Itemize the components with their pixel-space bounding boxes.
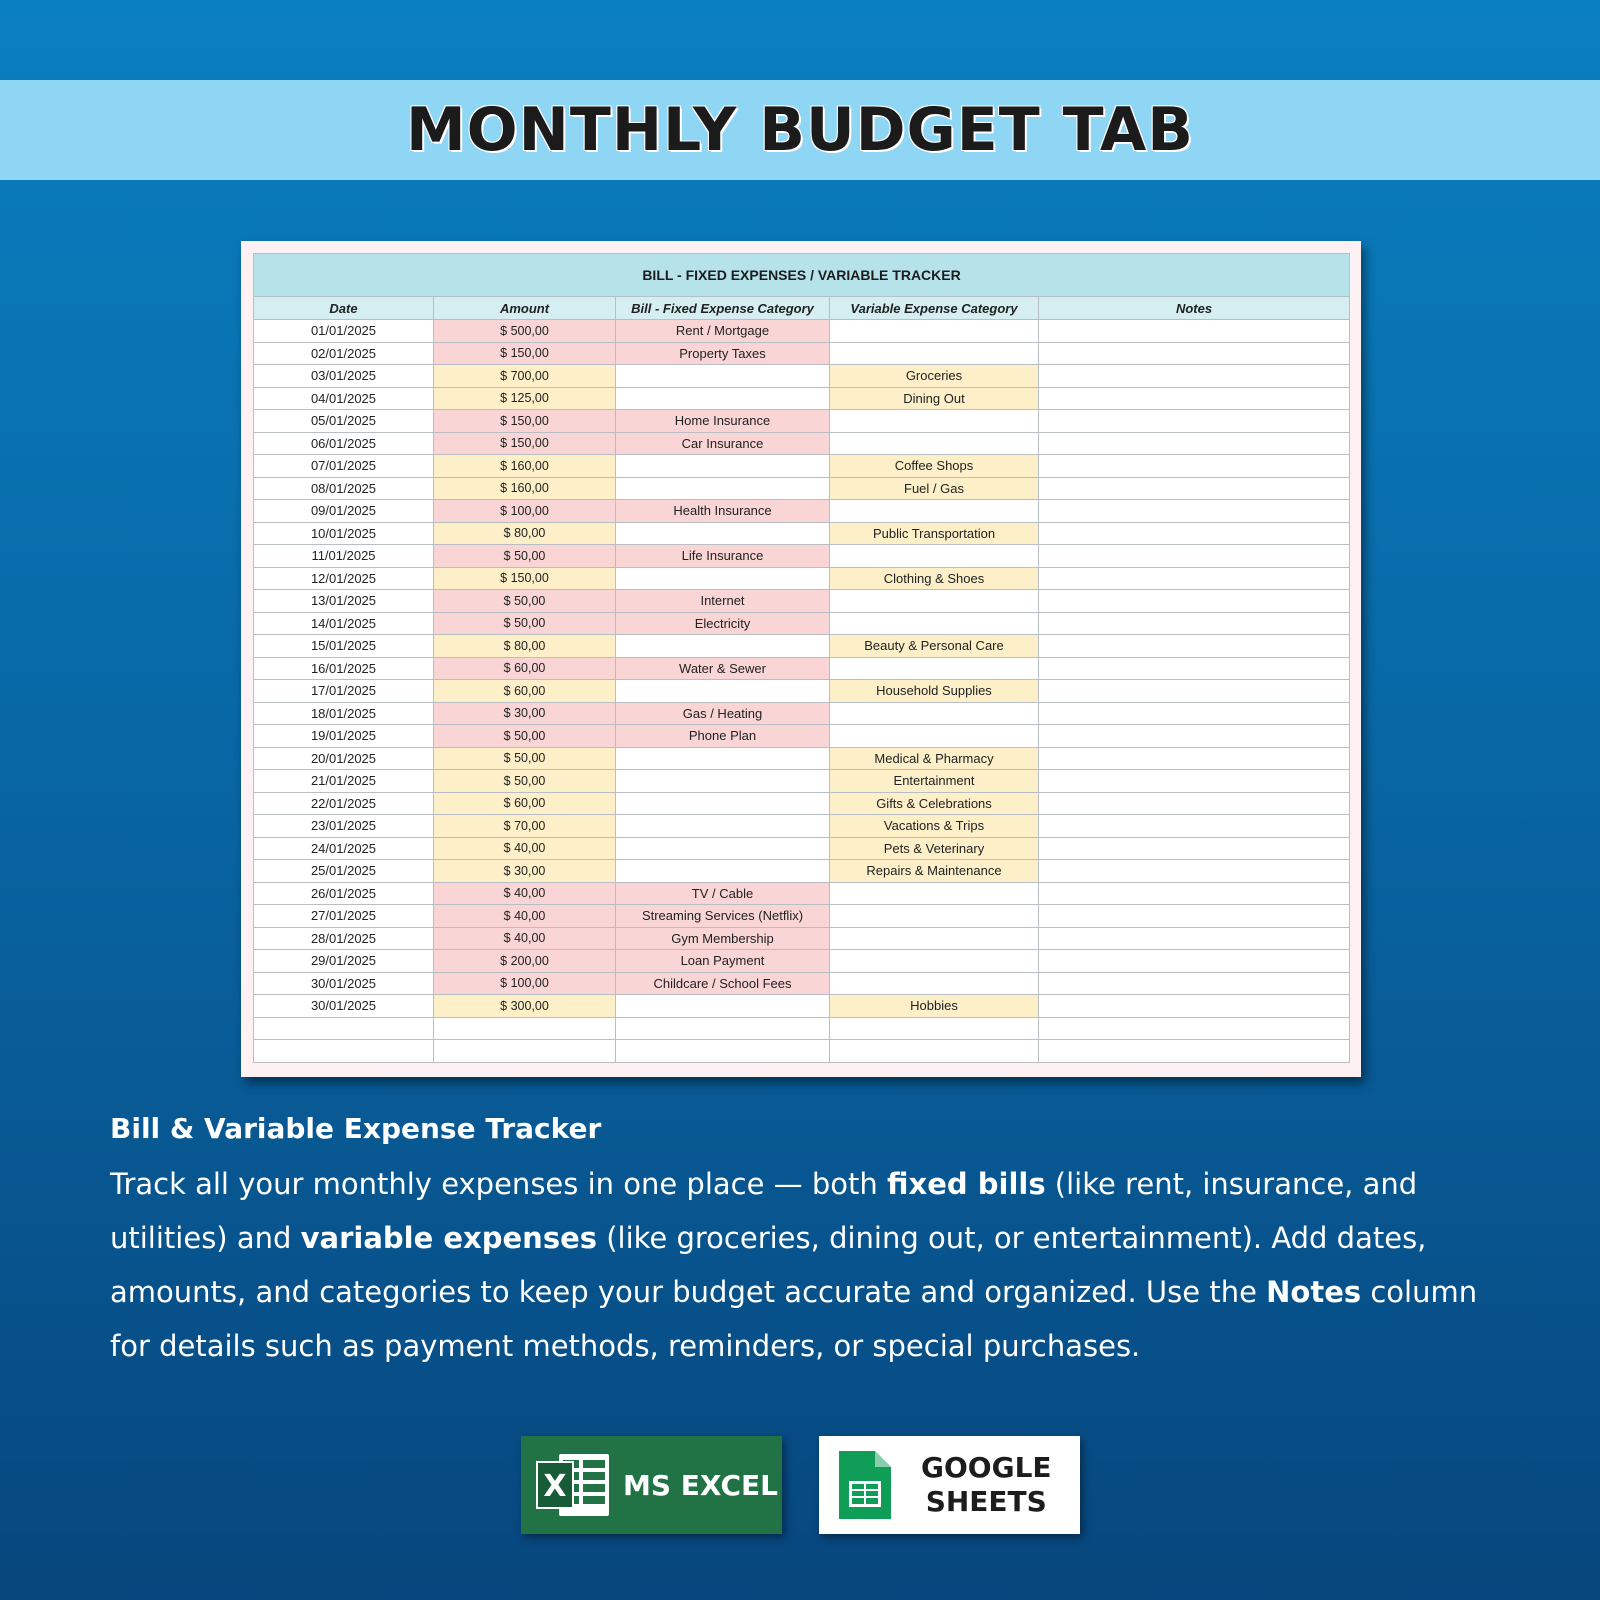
fixed-category-cell[interactable] [616, 1017, 830, 1040]
table-row [254, 342, 1350, 365]
table-row [254, 927, 1350, 950]
fixed-category-cell[interactable]: Gas / Heating [616, 702, 830, 725]
table-row [254, 815, 1350, 838]
fixed-category-cell[interactable]: Streaming Services (Netflix) [616, 905, 830, 928]
notes-cell[interactable] [1039, 522, 1350, 545]
amount-cell[interactable]: $ 60,00 [434, 792, 616, 815]
amount-cell[interactable]: $ 50,00 [434, 612, 616, 635]
table-row [254, 320, 1350, 343]
fixed-category-cell[interactable] [616, 860, 830, 883]
description-bold: Notes [1266, 1275, 1362, 1309]
date-cell[interactable]: 27/01/2025 [254, 905, 434, 928]
date-cell[interactable]: 08/01/2025 [254, 477, 434, 500]
date-cell[interactable]: 28/01/2025 [254, 927, 434, 950]
date-cell[interactable]: 06/01/2025 [254, 432, 434, 455]
expense-tracker-table [253, 253, 1350, 1063]
amount-cell[interactable]: $ 40,00 [434, 905, 616, 928]
variable-category-cell[interactable]: Fuel / Gas [830, 477, 1039, 500]
table-row [254, 747, 1350, 770]
date-cell[interactable]: 19/01/2025 [254, 725, 434, 748]
variable-category-cell[interactable] [830, 500, 1039, 523]
amount-cell[interactable]: $ 150,00 [434, 342, 616, 365]
date-cell[interactable]: 05/01/2025 [254, 410, 434, 433]
table-row [254, 477, 1350, 500]
column-header-amount: Amount [434, 297, 616, 320]
date-cell[interactable]: 09/01/2025 [254, 500, 434, 523]
date-cell[interactable]: 25/01/2025 [254, 860, 434, 883]
table-row [254, 950, 1350, 973]
variable-category-cell[interactable] [830, 882, 1039, 905]
date-cell[interactable]: 30/01/2025 [254, 972, 434, 995]
fixed-category-cell[interactable] [616, 522, 830, 545]
notes-cell[interactable] [1039, 342, 1350, 365]
amount-cell[interactable]: $ 100,00 [434, 500, 616, 523]
notes-cell[interactable] [1039, 320, 1350, 343]
column-header-variable-category: Variable Expense Category [830, 297, 1039, 320]
date-cell[interactable]: 20/01/2025 [254, 747, 434, 770]
notes-cell[interactable] [1039, 612, 1350, 635]
date-cell[interactable]: 17/01/2025 [254, 680, 434, 703]
date-cell[interactable]: 16/01/2025 [254, 657, 434, 680]
notes-cell[interactable] [1039, 972, 1350, 995]
table-row [254, 770, 1350, 793]
fixed-category-cell[interactable]: Childcare / School Fees [616, 972, 830, 995]
variable-category-cell[interactable]: Coffee Shops [830, 455, 1039, 478]
fixed-category-cell[interactable]: Life Insurance [616, 545, 830, 568]
notes-cell[interactable] [1039, 725, 1350, 748]
variable-category-cell[interactable]: Medical & Pharmacy [830, 747, 1039, 770]
table-row [254, 1017, 1350, 1040]
amount-cell[interactable]: $ 50,00 [434, 725, 616, 748]
variable-category-cell[interactable] [830, 590, 1039, 613]
description-heading: Bill & Variable Expense Tracker [110, 1112, 602, 1145]
notes-cell[interactable] [1039, 995, 1350, 1018]
page-title: MONTHLY BUDGET TAB [405, 95, 1195, 165]
fixed-category-cell[interactable] [616, 1040, 830, 1063]
variable-category-cell[interactable]: Pets & Veterinary [830, 837, 1039, 860]
amount-cell[interactable]: $ 200,00 [434, 950, 616, 973]
amount-cell[interactable]: $ 300,00 [434, 995, 616, 1018]
variable-category-cell[interactable] [830, 545, 1039, 568]
title-banner [0, 80, 1600, 180]
description-part: (like rent, insurance, and utilities) and [110, 1167, 1418, 1255]
amount-cell[interactable]: $ 150,00 [434, 410, 616, 433]
notes-cell[interactable] [1039, 770, 1350, 793]
fixed-category-cell[interactable] [616, 747, 830, 770]
notes-cell[interactable] [1039, 815, 1350, 838]
column-header-notes: Notes [1039, 297, 1350, 320]
table-row [254, 995, 1350, 1018]
fixed-category-cell[interactable] [616, 680, 830, 703]
amount-cell[interactable]: $ 50,00 [434, 590, 616, 613]
variable-category-cell[interactable] [830, 725, 1039, 748]
amount-cell[interactable]: $ 30,00 [434, 702, 616, 725]
fixed-category-cell[interactable] [616, 567, 830, 590]
amount-cell[interactable]: $ 700,00 [434, 365, 616, 388]
fixed-category-cell[interactable] [616, 365, 830, 388]
variable-category-cell[interactable] [830, 1017, 1039, 1040]
variable-category-cell[interactable] [830, 320, 1039, 343]
amount-cell[interactable]: $ 50,00 [434, 545, 616, 568]
variable-category-cell[interactable] [830, 1040, 1039, 1063]
date-cell[interactable]: 02/01/2025 [254, 342, 434, 365]
fixed-category-cell[interactable] [616, 792, 830, 815]
description-bold: variable expenses [300, 1221, 598, 1255]
table-row [254, 657, 1350, 680]
variable-category-cell[interactable] [830, 702, 1039, 725]
date-cell[interactable]: 24/01/2025 [254, 837, 434, 860]
notes-cell[interactable] [1039, 590, 1350, 613]
notes-cell[interactable] [1039, 792, 1350, 815]
variable-category-cell[interactable]: Household Supplies [830, 680, 1039, 703]
amount-cell[interactable]: $ 70,00 [434, 815, 616, 838]
fixed-category-cell[interactable]: TV / Cable [616, 882, 830, 905]
date-cell[interactable]: 11/01/2025 [254, 545, 434, 568]
fixed-category-cell[interactable]: Health Insurance [616, 500, 830, 523]
table-row [254, 792, 1350, 815]
variable-category-cell[interactable]: Groceries [830, 365, 1039, 388]
fixed-category-cell[interactable]: Rent / Mortgage [616, 320, 830, 343]
fixed-category-cell[interactable] [616, 635, 830, 658]
google-sheets-label-line2: SHEETS [925, 1485, 1047, 1518]
notes-cell[interactable] [1039, 702, 1350, 725]
spreadsheet-preview [241, 241, 1361, 1077]
description-part: column for details such as payment methods, reminders, or special purchases. [110, 1275, 1478, 1363]
variable-category-cell[interactable]: Vacations & Trips [830, 815, 1039, 838]
notes-cell[interactable] [1039, 927, 1350, 950]
amount-cell[interactable] [434, 1040, 616, 1063]
fixed-category-cell[interactable]: Property Taxes [616, 342, 830, 365]
notes-cell[interactable] [1039, 500, 1350, 523]
fixed-category-cell[interactable] [616, 387, 830, 410]
table-body [254, 320, 1350, 1063]
amount-cell[interactable]: $ 40,00 [434, 882, 616, 905]
amount-cell[interactable]: $ 60,00 [434, 657, 616, 680]
table-row [254, 680, 1350, 703]
google-sheets-label-line1: GOOGLE [921, 1451, 1052, 1484]
amount-cell[interactable]: $ 125,00 [434, 387, 616, 410]
date-cell[interactable]: 18/01/2025 [254, 702, 434, 725]
table-row [254, 432, 1350, 455]
notes-cell[interactable] [1039, 905, 1350, 928]
notes-cell[interactable] [1039, 410, 1350, 433]
date-cell[interactable]: 21/01/2025 [254, 770, 434, 793]
date-cell[interactable]: 07/01/2025 [254, 455, 434, 478]
table-row [254, 702, 1350, 725]
variable-category-cell[interactable]: Dining Out [830, 387, 1039, 410]
amount-cell[interactable]: $ 150,00 [434, 432, 616, 455]
table-row [254, 725, 1350, 748]
excel-icon [535, 1450, 615, 1520]
amount-cell[interactable]: $ 50,00 [434, 747, 616, 770]
table-row [254, 635, 1350, 658]
variable-category-cell[interactable] [830, 612, 1039, 635]
notes-cell[interactable] [1039, 1040, 1350, 1063]
table-row [254, 905, 1350, 928]
date-cell[interactable] [254, 1040, 434, 1063]
variable-category-cell[interactable] [830, 905, 1039, 928]
table-row [254, 590, 1350, 613]
amount-cell[interactable]: $ 80,00 [434, 635, 616, 658]
table-row [254, 860, 1350, 883]
variable-category-cell[interactable] [830, 927, 1039, 950]
notes-cell[interactable] [1039, 680, 1350, 703]
variable-category-cell[interactable] [830, 342, 1039, 365]
amount-cell[interactable]: $ 100,00 [434, 972, 616, 995]
notes-cell[interactable] [1039, 1017, 1350, 1040]
fixed-category-cell[interactable]: Gym Membership [616, 927, 830, 950]
date-cell[interactable] [254, 1017, 434, 1040]
date-cell[interactable]: 22/01/2025 [254, 792, 434, 815]
variable-category-cell[interactable] [830, 410, 1039, 433]
google-sheets-badge [819, 1436, 1080, 1534]
notes-cell[interactable] [1039, 387, 1350, 410]
google-sheets-label [921, 1451, 1052, 1519]
date-cell[interactable]: 01/01/2025 [254, 320, 434, 343]
table-row [254, 612, 1350, 635]
table-row [254, 545, 1350, 568]
date-cell[interactable]: 30/01/2025 [254, 995, 434, 1018]
notes-cell[interactable] [1039, 860, 1350, 883]
table-row [254, 837, 1350, 860]
fixed-category-cell[interactable] [616, 837, 830, 860]
fixed-category-cell[interactable]: Water & Sewer [616, 657, 830, 680]
column-header-row [254, 297, 1350, 320]
notes-cell[interactable] [1039, 432, 1350, 455]
fixed-category-cell[interactable]: Car Insurance [616, 432, 830, 455]
table-row [254, 522, 1350, 545]
amount-cell[interactable]: $ 150,00 [434, 567, 616, 590]
fixed-category-cell[interactable]: Home Insurance [616, 410, 830, 433]
notes-cell[interactable] [1039, 837, 1350, 860]
amount-cell[interactable]: $ 30,00 [434, 860, 616, 883]
column-header-fixed-category: Bill - Fixed Expense Category [616, 297, 830, 320]
table-title: BILL - FIXED EXPENSES / VARIABLE TRACKER [254, 254, 1350, 297]
date-cell[interactable]: 14/01/2025 [254, 612, 434, 635]
fixed-category-cell[interactable] [616, 455, 830, 478]
notes-cell[interactable] [1039, 455, 1350, 478]
date-cell[interactable]: 13/01/2025 [254, 590, 434, 613]
amount-cell[interactable]: $ 50,00 [434, 770, 616, 793]
table-row [254, 387, 1350, 410]
description-section [110, 1112, 1500, 1373]
svg-text:X: X [543, 1469, 567, 1504]
description-text [110, 1157, 1500, 1373]
notes-cell[interactable] [1039, 747, 1350, 770]
variable-category-cell[interactable]: Public Transportation [830, 522, 1039, 545]
fixed-category-cell[interactable]: Loan Payment [616, 950, 830, 973]
table-row [254, 567, 1350, 590]
amount-cell[interactable]: $ 500,00 [434, 320, 616, 343]
table-row [254, 972, 1350, 995]
date-cell[interactable]: 26/01/2025 [254, 882, 434, 905]
fixed-category-cell[interactable] [616, 477, 830, 500]
amount-cell[interactable]: $ 40,00 [434, 927, 616, 950]
amount-cell[interactable]: $ 160,00 [434, 477, 616, 500]
notes-cell[interactable] [1039, 635, 1350, 658]
variable-category-cell[interactable] [830, 657, 1039, 680]
description-part: Track all your monthly expenses in one place — both [110, 1167, 888, 1201]
variable-category-cell[interactable]: Entertainment [830, 770, 1039, 793]
fixed-category-cell[interactable]: Electricity [616, 612, 830, 635]
amount-cell[interactable]: $ 160,00 [434, 455, 616, 478]
notes-cell[interactable] [1039, 477, 1350, 500]
variable-category-cell[interactable]: Beauty & Personal Care [830, 635, 1039, 658]
date-cell[interactable]: 10/01/2025 [254, 522, 434, 545]
fixed-category-cell[interactable] [616, 995, 830, 1018]
fixed-category-cell[interactable]: Phone Plan [616, 725, 830, 748]
ms-excel-label: MS EXCEL [623, 1468, 779, 1502]
description-part: (like groceries, dining out, or entertainment). Add dates, amounts, and categories to keep your budget accurate and organized. Use the [110, 1221, 1427, 1309]
fixed-category-cell[interactable]: Internet [616, 590, 830, 613]
fixed-category-cell[interactable] [616, 770, 830, 793]
amount-cell[interactable]: $ 80,00 [434, 522, 616, 545]
table-row [254, 455, 1350, 478]
table-row [254, 365, 1350, 388]
amount-cell[interactable]: $ 60,00 [434, 680, 616, 703]
notes-cell[interactable] [1039, 950, 1350, 973]
notes-cell[interactable] [1039, 365, 1350, 388]
notes-cell[interactable] [1039, 882, 1350, 905]
fixed-category-cell[interactable] [616, 815, 830, 838]
notes-cell[interactable] [1039, 545, 1350, 568]
amount-cell[interactable] [434, 1017, 616, 1040]
table-row [254, 882, 1350, 905]
variable-category-cell[interactable] [830, 950, 1039, 973]
variable-category-cell[interactable] [830, 972, 1039, 995]
table-row [254, 1040, 1350, 1063]
google-sheets-icon [835, 1447, 895, 1523]
column-header-date: Date [254, 297, 434, 320]
date-cell[interactable]: 12/01/2025 [254, 567, 434, 590]
variable-category-cell[interactable]: Repairs & Maintenance [830, 860, 1039, 883]
date-cell[interactable]: 03/01/2025 [254, 365, 434, 388]
description-bold: fixed bills [887, 1167, 1046, 1201]
date-cell[interactable]: 29/01/2025 [254, 950, 434, 973]
table-row [254, 410, 1350, 433]
variable-category-cell[interactable]: Hobbies [830, 995, 1039, 1018]
notes-cell[interactable] [1039, 657, 1350, 680]
ms-excel-badge [521, 1436, 782, 1534]
amount-cell[interactable]: $ 40,00 [434, 837, 616, 860]
date-cell[interactable]: 15/01/2025 [254, 635, 434, 658]
variable-category-cell[interactable]: Gifts & Celebrations [830, 792, 1039, 815]
variable-category-cell[interactable] [830, 432, 1039, 455]
notes-cell[interactable] [1039, 567, 1350, 590]
variable-category-cell[interactable]: Clothing & Shoes [830, 567, 1039, 590]
date-cell[interactable]: 23/01/2025 [254, 815, 434, 838]
table-row [254, 500, 1350, 523]
date-cell[interactable]: 04/01/2025 [254, 387, 434, 410]
